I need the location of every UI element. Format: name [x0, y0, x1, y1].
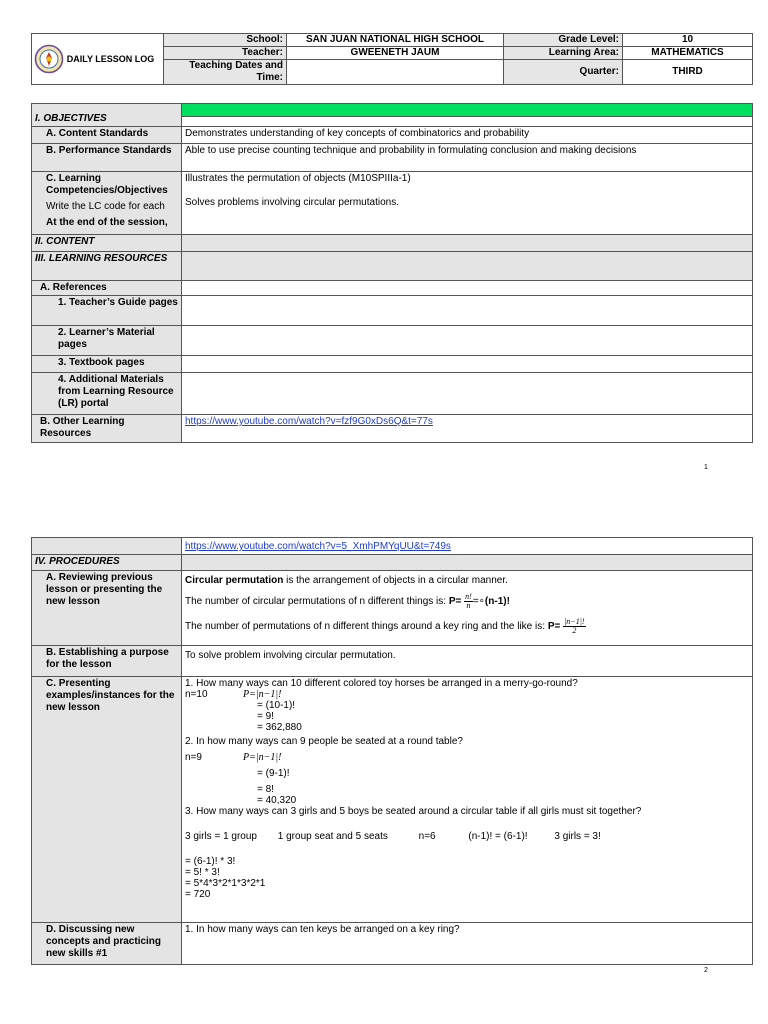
c-q2-s2: = 8! — [257, 784, 274, 795]
deped-seal-icon — [34, 44, 64, 74]
performance-label: B. Performance Standards — [32, 144, 182, 172]
competencies-note1: Write the LC code for each — [46, 201, 165, 212]
d-text: 1. In how many ways can ten keys be arranged on a key ring? — [182, 923, 753, 965]
objectives-table — [31, 103, 753, 443]
c-q3-b: 1 group seat and 5 seats — [277, 831, 388, 842]
a-def-rest: is the arrangement of objects in a circular manner. — [283, 575, 508, 586]
additional-blank — [182, 373, 753, 415]
c-q2: 2. In how many ways can 9 people be seated at a round table? — [185, 736, 463, 747]
a-formula2-text: The number of permutations of n different things around a key ring and the like is: — [185, 621, 548, 633]
procedures-table — [31, 537, 753, 965]
a-formula1-text: The number of circular permutations of n different things is: — [185, 596, 449, 608]
page-number-2: 2 — [704, 967, 708, 974]
content-section: II. CONTENT — [32, 235, 182, 252]
b-text: To solve problem involving circular permutation. — [182, 646, 753, 677]
header-table — [31, 33, 753, 85]
a-formula2-num: |n−1|! — [564, 617, 585, 626]
page-number-1: 1 — [704, 464, 708, 471]
grade-value: 10 — [623, 34, 753, 47]
youtube-link-2[interactable]: https://www.youtube.com/watch?v=5_XmhPMYqUU&t=749s — [185, 541, 451, 552]
c-q3-s3: = 5*4*3*2*1*3*2*1 — [185, 878, 266, 889]
c-q2-f: P=|n−1|! — [243, 752, 282, 763]
a-formula2-p: P= — [547, 621, 561, 633]
lm-blank — [182, 326, 753, 356]
a-formula1-res: (n-1)! — [484, 596, 510, 608]
a-formula1-p: P= — [448, 596, 462, 608]
c-q1-n: n=10 — [185, 689, 208, 700]
a-formula2-fraction — [563, 618, 585, 635]
objectives-section: I. OBJECTIVES — [32, 104, 182, 127]
a-def-bold: Circular permutation — [185, 575, 284, 586]
a-formula1-mid: =∘ — [472, 596, 485, 608]
a-formula2-den: 2 — [572, 626, 577, 635]
link-row-label — [32, 538, 182, 555]
performance-text: Able to use precise counting technique and probability in formulating conclusion and making decisions — [182, 144, 753, 172]
textbook-blank — [182, 356, 753, 373]
procedures-section: IV. PROCEDURES — [32, 555, 182, 571]
a-formula1-fraction — [464, 593, 473, 610]
competency-1: Illustrates the permutation of objects (M10SPIIIa-1) — [185, 173, 411, 184]
dates-value — [287, 60, 504, 85]
c-q1-s3: = 362,880 — [257, 722, 302, 733]
quarter-label: Quarter: — [504, 60, 623, 85]
competencies-label: C. Learning Competencies/Objectives — [46, 173, 168, 196]
content-standards-label: A. Content Standards — [32, 127, 182, 144]
area-value: MATHEMATICS — [623, 47, 753, 60]
c-q3-s4: = 720 — [185, 889, 211, 900]
grade-label: Grade Level: — [504, 34, 623, 47]
tg-blank — [182, 296, 753, 326]
area-label: Learning Area: — [504, 47, 623, 60]
school-label: School: — [164, 34, 287, 47]
c-q2-n: n=9 — [185, 752, 202, 763]
c-q1-s2: = 9! — [257, 711, 274, 722]
logo-cell — [32, 34, 164, 85]
content-standards-text: Demonstrates understanding of key concepts of combinatorics and probability — [182, 127, 753, 144]
c-label: C. Presenting examples/instances for the new lesson — [32, 677, 182, 923]
quarter-value: THIRD — [623, 60, 753, 85]
resources-section: III. LEARNING RESOURCES — [32, 252, 182, 281]
c-q3-c: n=6 — [418, 831, 436, 842]
teacher-value: GWEENETH JAUM — [287, 47, 504, 60]
c-q1-f: P=|n−1|! — [243, 689, 282, 700]
c-q1: 1. How many ways can 10 different colored toy horses be arranged in a merry-go-round? — [185, 678, 578, 689]
a-formula1-num: n! — [465, 592, 472, 601]
c-q3-e: 3 girls = 3! — [554, 831, 601, 842]
c-q3: 3. How many ways can 3 girls and 5 boys be seated around a circular table if all girls must sit together? — [185, 806, 642, 817]
c-q3-s1: = (6-1)! * 3! — [185, 856, 236, 867]
c-q2-s1: = (9-1)! — [257, 768, 290, 779]
competencies-text-cell — [182, 172, 753, 235]
tg-label: 1. Teacher’s Guide pages — [32, 296, 182, 326]
c-q3-d: (n-1)! = (6-1)! — [468, 831, 528, 842]
dates-label: Teaching Dates and Time: — [164, 60, 287, 85]
resources-blank — [182, 252, 753, 281]
c-q1-s1: = (10-1)! — [257, 700, 296, 711]
competencies-note2: At the end of the session, — [46, 217, 168, 228]
textbook-label: 3. Textbook pages — [32, 356, 182, 373]
a-content — [182, 571, 753, 646]
additional-label: 4. Additional Materials from Learning Resource (LR) portal — [32, 373, 182, 415]
c-q3-s2: = 5! * 3! — [185, 867, 220, 878]
log-title: DAILY LESSON LOG — [66, 54, 155, 64]
school-value: SAN JUAN NATIONAL HIGH SCHOOL — [287, 34, 504, 47]
procedures-blank — [182, 555, 753, 571]
green-bar — [182, 104, 753, 117]
a-formula1-den: n — [466, 601, 471, 610]
c-content — [182, 677, 753, 923]
competency-2: Solves problems involving circular permutations. — [185, 197, 399, 208]
lm-label: 2. Learner’s Material pages — [32, 326, 182, 356]
other-resources-label: B. Other Learning Resources — [32, 415, 182, 443]
a-label: A. Reviewing previous lesson or presenting the new lesson — [32, 571, 182, 646]
content-blank — [182, 235, 753, 252]
references-label: A. References — [32, 281, 182, 296]
d-label: D. Discussing new concepts and practicing new skills #1 — [32, 923, 182, 965]
references-blank — [182, 281, 753, 296]
competencies-cell — [32, 172, 182, 235]
objectives-blank — [182, 117, 753, 127]
c-q3-a: 3 girls = 1 group — [185, 831, 257, 842]
b-label: B. Establishing a purpose for the lesson — [32, 646, 182, 677]
teacher-label: Teacher: — [164, 47, 287, 60]
c-q2-s3: = 40,320 — [257, 795, 297, 806]
youtube-link-1[interactable]: https://www.youtube.com/watch?v=fzf9G0xDs6Q&t=77s — [185, 416, 433, 427]
